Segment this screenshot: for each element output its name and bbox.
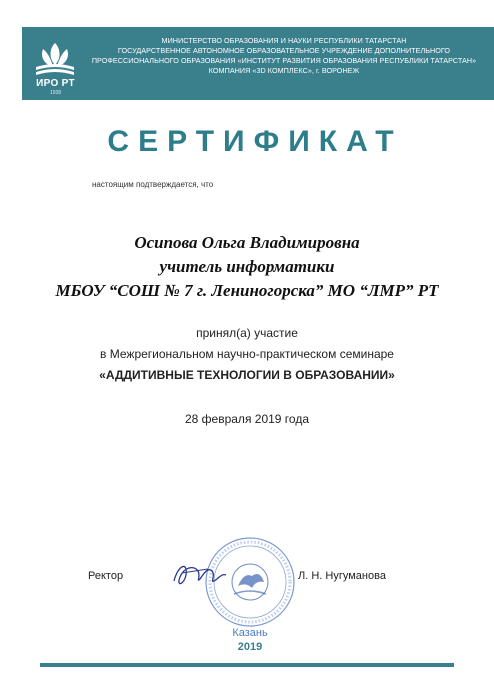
- participation-line: принял(а) участие: [196, 326, 298, 340]
- stamp-year: 2019: [237, 641, 263, 650]
- certificate-date: 28 февраля 2019 года: [184, 412, 309, 426]
- certificate-title: СЕРТИФИКАТ: [107, 125, 403, 158]
- handwritten-signature: [168, 557, 230, 591]
- seminar-line: в Межрегиональном научно-практическом семинаре: [100, 347, 394, 361]
- institute-logo: [22, 27, 89, 100]
- header-line: ГОСУДАРСТВЕННОЕ АВТОНОМНОЕ ОБРАЗОВАТЕЛЬНОЕ УЧРЕЖДЕНИЕ ДОПОЛНИТЕЛЬНОГО: [117, 46, 451, 55]
- signer-name: Л. Н. Нугуманова: [298, 570, 386, 582]
- bottom-divider: [40, 663, 454, 667]
- recipient-school: МБОУ “СОШ № 7 г. Лениногорска” МО “ЛМР” РТ: [55, 281, 439, 300]
- header-line: КОМПАНИЯ «3D КОМПЛЕКС», г. ВОРОНЕЖ: [208, 66, 360, 75]
- header-line: ПРОФЕССИОНАЛЬНОГО ОБРАЗОВАНИЯ «ИНСТИТУТ РАЗВИТИЯ ОБРАЗОВАНИЯ РЕСПУБЛИКИ ТАТАРСТАН»: [91, 56, 477, 65]
- logo-text: ИРО РТ: [36, 78, 75, 89]
- recipient-block: [0, 231, 494, 303]
- book-leaves-icon: [30, 39, 80, 79]
- event-name: «АДДИТИВНЫЕ ТЕХНОЛОГИИ В ОБРАЗОВАНИИ»: [99, 368, 395, 382]
- stamp-city: Казань: [232, 627, 268, 639]
- intro-text: настоящим подтверждается, что: [92, 180, 214, 189]
- recipient-name: Осипова Ольга Владимировна: [134, 233, 360, 252]
- header-line: МИНИСТЕРСТВО ОБРАЗОВАНИЯ И НАУКИ РЕСПУБЛИКИ ТАТАРСТАН: [161, 36, 407, 45]
- recipient-position: учитель информатики: [159, 257, 335, 276]
- header-text: [82, 36, 486, 76]
- logo-year: 1938: [49, 90, 62, 96]
- participation-text: [0, 323, 494, 386]
- signer-title: Ректор: [88, 570, 124, 582]
- header-band: [22, 27, 494, 100]
